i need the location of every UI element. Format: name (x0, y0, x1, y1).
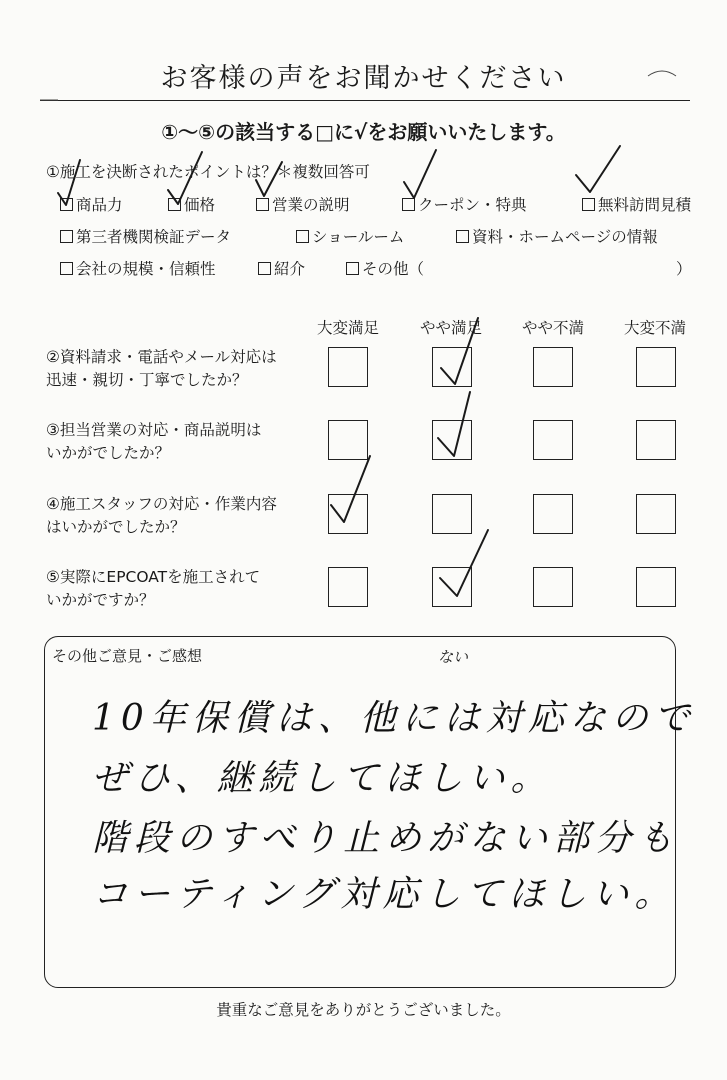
scale-very-dissatisfied: 大変不満 (623, 319, 686, 337)
checkbox[interactable] (60, 262, 73, 275)
option-showroom[interactable]: ショールーム (296, 225, 404, 247)
footer-thanks: 貴重なご意見をありがとうございました。 (216, 1001, 511, 1019)
checkbox[interactable] (456, 230, 469, 243)
checkbox[interactable] (60, 198, 73, 211)
rating-box-q3-1[interactable] (328, 420, 368, 460)
rating-box-q2-1[interactable] (328, 347, 368, 387)
scale-somewhat-satisfied: やや満足 (419, 319, 482, 337)
checkbox[interactable] (258, 262, 271, 275)
handwritten-line: 10年保償は、他には対応なので (92, 698, 696, 739)
checkbox[interactable] (256, 198, 269, 211)
check-mark (576, 146, 620, 192)
checkbox[interactable] (168, 198, 181, 211)
option-other-close: ） (676, 260, 692, 278)
option-product-power[interactable]: 商品力 (60, 193, 123, 215)
option-free-estimate[interactable]: 無料訪問見積 (582, 193, 691, 215)
option-third-party-data[interactable]: 第三者機関検証データ (60, 225, 231, 247)
handwritten-insertion: ない (438, 648, 469, 666)
handwritten-line: ぜひ、継続してほしい。 (92, 758, 553, 799)
rating-box-q2-2[interactable] (432, 347, 472, 387)
question-4: ④施工スタッフの対応・作業内容 はいかがでしたか？ (46, 495, 277, 536)
checkbox[interactable] (60, 230, 73, 243)
rating-box-q3-4[interactable] (636, 420, 676, 460)
rating-box-q3-2[interactable] (432, 420, 472, 460)
option-company-scale[interactable]: 会社の規模・信頼性 (60, 257, 216, 279)
checkbox[interactable] (402, 198, 415, 211)
rating-box-q2-3[interactable] (533, 347, 573, 387)
handwritten-line: コーティング対応してほしい。 (92, 874, 677, 915)
checkbox[interactable] (582, 198, 595, 211)
rating-box-q4-2[interactable] (432, 494, 472, 534)
option-referral[interactable]: 紹介 (258, 257, 305, 279)
rating-box-q4-1[interactable] (328, 494, 368, 534)
question-1-label: ①施工を決断されたポイントは？＊複数回答可 (46, 163, 370, 181)
scale-very-satisfied: 大変満足 (316, 319, 379, 337)
checkbox[interactable] (296, 230, 309, 243)
rating-box-q5-1[interactable] (328, 567, 368, 607)
rating-box-q2-4[interactable] (636, 347, 676, 387)
form-title: お客様の声をお聞かせください (160, 63, 567, 94)
option-coupon[interactable]: クーポン・特典 (402, 193, 527, 215)
checkbox[interactable] (346, 262, 359, 275)
rating-box-q4-3[interactable] (533, 494, 573, 534)
rating-box-q5-4[interactable] (636, 567, 676, 607)
form-instructions: ①〜⑤の該当する□に√をお願いいたします。 (161, 120, 566, 144)
rating-box-q5-3[interactable] (533, 567, 573, 607)
option-sales-explanation[interactable]: 営業の説明 (256, 193, 350, 215)
rating-box-q5-2[interactable] (432, 567, 472, 607)
title-underline (40, 100, 690, 101)
rating-box-q4-4[interactable] (636, 494, 676, 534)
scale-somewhat-dissatisfied: やや不満 (521, 319, 584, 337)
check-mark (404, 150, 436, 198)
question-3: ③担当営業の対応・商品説明は いかがでしたか？ (46, 421, 262, 462)
option-other[interactable]: その他（ (346, 257, 424, 279)
question-2: ②資料請求・電話やメール対応は 迅速・親切・丁寧でしたか？ (46, 348, 277, 389)
rating-box-q3-3[interactable] (533, 420, 573, 460)
comment-label: その他ご意見・ご感想 (52, 647, 203, 665)
option-price[interactable]: 価格 (168, 193, 215, 215)
question-5: ⑤実際にEPCOATを施工されて いかがですか？ (46, 568, 261, 609)
option-website-info[interactable]: 資料・ホームページの情報 (456, 225, 658, 247)
handwritten-line: 階段のすべり止めがない部分も (92, 818, 680, 859)
